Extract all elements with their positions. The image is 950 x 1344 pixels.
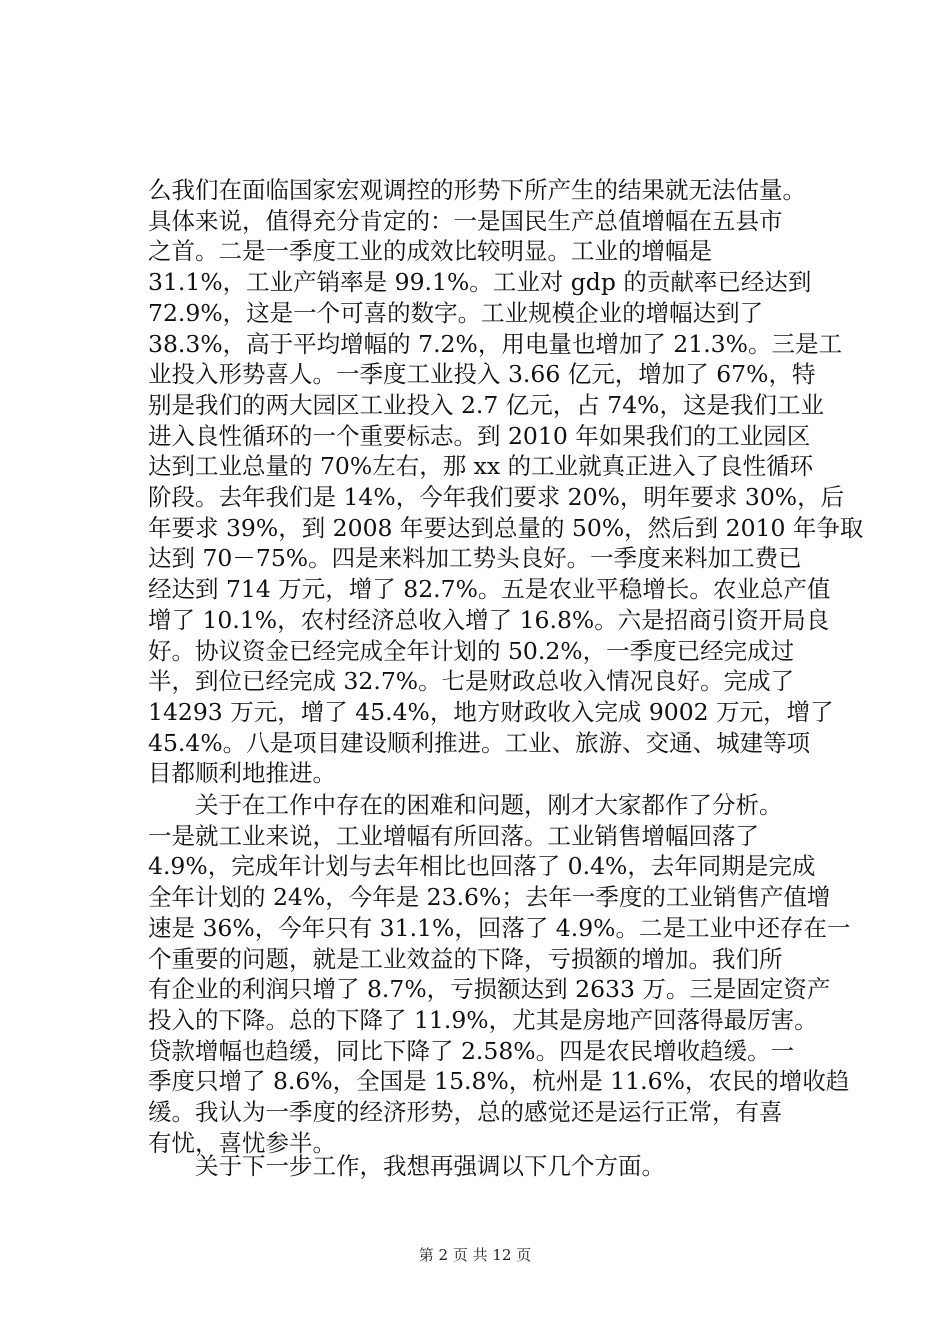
text-line: 阶段。去年我们是 14%，今年我们要求 20%，明年要求 30%，后 [148, 483, 845, 512]
text-line: 关于下一步工作，我想再强调以下几个方面。 [148, 1152, 665, 1180]
text-line: 4.9%，完成年计划与去年相比也回落了 0.4%，去年同期是完成 [148, 852, 816, 881]
text-line: 贷款增幅也趋缓，同比下降了 2.58%。四是农民增收趋缓。一 [148, 1036, 795, 1065]
text-line: 业投入形势喜人。一季度工业投入 3.66 亿元，增加了 67%，特 [148, 360, 816, 389]
text-line: 投入的下降。总的下降了 11.9%，尤其是房地产回落得最厉害。 [148, 1005, 818, 1034]
text-line: 缓。我认为一季度的经济形势，总的感觉还是运行正常，有喜 [148, 1098, 783, 1127]
text-line: 31.1%，工业产销率是 99.1%。工业对 gdp 的贡献率已经达到 [148, 268, 812, 297]
text-line: 具体来说，值得充分肯定的：一是国民生产总值增幅在五县市 [148, 206, 783, 235]
text-line: 增了 10.1%，农村经济总收入增了 16.8%。六是招商引资开局良 [148, 605, 830, 634]
text-line: 速是 36%，今年只有 31.1%，回落了 4.9%。二是工业中还存在一 [148, 913, 851, 942]
text-line: 年要求 39%，到 2008 年要达到总量的 50%，然后到 2010 年争取 [148, 513, 864, 542]
paragraph-3 [148, 1151, 828, 1182]
text-line: 个重要的问题，就是工业效益的下降，亏损额的增加。我们所 [148, 944, 783, 973]
text-line: 38.3%，高于平均增幅的 7.2%，用电量也增加了 21.3%。三是工 [148, 329, 842, 358]
text-line: 有忧，喜忧参半。 [148, 1128, 336, 1157]
text-line: 72.9%，这是一个可喜的数字。工业规模企业的增幅达到了 [148, 298, 764, 327]
text-line: 达到 70－75%。四是来料加工势头良好。一季度来料加工费已 [148, 544, 802, 573]
text-line: 达到工业总量的 70%左右，那 xx 的工业就真正进入了良性循环 [148, 452, 814, 481]
text-line: 关于在工作中存在的困难和问题，刚才大家都作了分析。 [148, 791, 783, 819]
text-line: 45.4%。八是项目建设顺利推进。工业、旅游、交通、城建等项 [148, 728, 811, 757]
text-line: 之首。二是一季度工业的成效比较明显。工业的增幅是 [148, 237, 712, 266]
text-line: 季度只增了 8.6%，全国是 15.8%，杭州是 11.6%，农民的增收趋 [148, 1067, 850, 1096]
text-line: 14293 万元，增了 45.4%，地方财政收入完成 9002 万元，增了 [148, 697, 834, 726]
text-line: 么我们在面临国家宏观调控的形势下所产生的结果就无法估量。 [148, 176, 806, 204]
text-line: 有企业的利润只增了 8.7%，亏损额达到 2633 万。三是固定资产 [148, 975, 831, 1004]
page-number-footer: 第 2 页 共 12 页 [418, 1246, 532, 1264]
text-line: 别是我们的两大园区工业投入 2.7 亿元，占 74%，这是我们工业 [148, 390, 825, 419]
text-line: 好。协议资金已经完成全年计划的 50.2%，一季度已经完成过 [148, 636, 795, 665]
text-line: 一是就工业来说，工业增幅有所回落。工业销售增幅回落了 [148, 821, 759, 850]
text-line: 目都顺利地推进。 [148, 759, 336, 788]
text-line: 半，到位已经完成 32.7%。七是财政总收入情况良好。完成了 [148, 667, 795, 696]
paragraph-1 [148, 175, 864, 789]
text-line: 全年计划的 24%，今年是 23.6%；去年一季度的工业销售产值增 [148, 883, 831, 912]
paragraph-2 [148, 790, 851, 1158]
text-line: 经达到 714 万元，增了 82.7%。五是农业平稳增长。农业总产值 [148, 575, 831, 604]
text-line: 进入良性循环的一个重要标志。到 2010 年如果我们的工业园区 [148, 421, 811, 450]
